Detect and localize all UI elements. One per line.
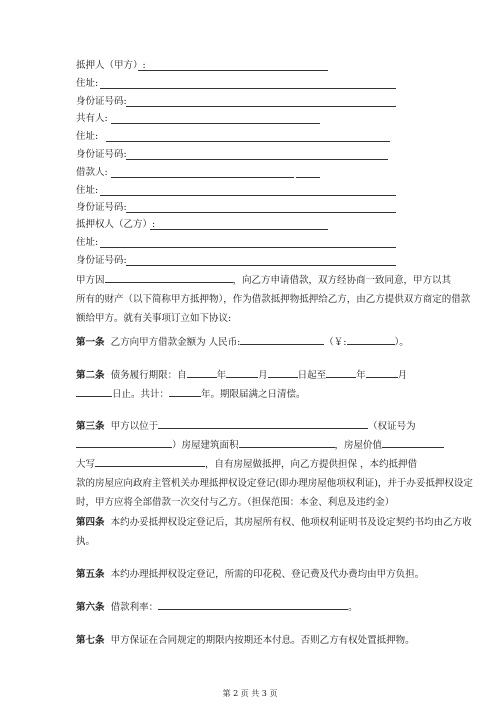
- id-label-1: 身份证号码:: [76, 96, 127, 107]
- article-3-line-1: [76, 417, 428, 436]
- start-year-field[interactable]: [187, 366, 217, 378]
- article-3-text-d: ，房屋价值: [334, 440, 383, 451]
- article-2-text-a: 债务履行期限：自: [110, 370, 187, 381]
- article-2-line-1: [76, 366, 428, 385]
- article-7-title: 第七条: [76, 635, 105, 646]
- month-label-1: 月: [258, 370, 268, 381]
- article-4-line-2: 执。: [76, 536, 96, 547]
- co-owner-label: 共有人:: [76, 113, 108, 124]
- start-month-field[interactable]: [226, 366, 258, 378]
- id-field-line-3[interactable]: [126, 212, 396, 213]
- year-label-1: 年: [216, 370, 227, 381]
- address-field-line-1[interactable]: [100, 88, 396, 89]
- article-2-title: 第二条: [76, 370, 105, 381]
- intro-paragraph: [76, 271, 471, 328]
- mortgagor-label: 抵押人（甲方）:: [76, 60, 146, 71]
- article-3-text-b: （权证号为: [368, 421, 416, 432]
- article-5: [76, 565, 428, 584]
- article-3-text-e: 大写: [76, 459, 96, 470]
- article-7-text: 甲方保证在合同规定的期限内按期还本付息。否则乙方有权处置抵押物。: [110, 635, 415, 646]
- id-field-line-1[interactable]: [126, 106, 396, 107]
- loan-amount-rmb-field[interactable]: [240, 333, 324, 345]
- id-label-4: 身份证号码:: [76, 255, 127, 266]
- interest-rate-field[interactable]: [158, 598, 348, 610]
- article-4: [76, 513, 472, 551]
- article-4-text: 本约办妥抵押权设定登记后，其房屋所有权、他项权利证明书及设定契约书均由乙方收: [110, 517, 472, 528]
- year-label-2: 年: [356, 370, 366, 381]
- article-3-title: 第三条: [76, 421, 105, 432]
- address-field-line-3[interactable]: [100, 195, 396, 196]
- article-3-line-5: 时，甲方应将全部借款一次交付与乙方。（担保范围：本金、利息及违约金）: [76, 497, 395, 508]
- value-in-words-field[interactable]: [95, 455, 205, 467]
- article-1-title: 第一条: [76, 337, 105, 348]
- intro-text-a: 甲方因: [76, 275, 105, 286]
- intro-text-b: ，向乙方申请借款，双方经协商一致同意，甲方以其: [232, 275, 452, 286]
- month-label-2: 月: [397, 370, 408, 381]
- article-7: [76, 631, 428, 650]
- article-3-text-f: ，自有房屋做抵押，向乙方提供担保 ，本约抵押借: [205, 459, 418, 470]
- article-6-title: 第六条: [76, 602, 105, 613]
- article-6-text-b: 。: [348, 602, 358, 613]
- co-owner-field-line[interactable]: [111, 123, 320, 124]
- article-3: [76, 417, 473, 512]
- mortgagor-field-line[interactable]: [138, 70, 328, 71]
- article-3-line-2: [76, 436, 428, 455]
- address-field-line-2[interactable]: [106, 141, 390, 142]
- address-label-4: 住址:: [76, 237, 99, 248]
- article-6: [76, 598, 428, 617]
- id-label-2: 身份证号码:: [76, 149, 127, 160]
- id-field-line-2[interactable]: [126, 159, 388, 160]
- article-1-text-a: 乙方向甲方借款金额为 人民币:: [110, 337, 241, 348]
- day-label-1: 日起至: [297, 370, 327, 381]
- mortgagee-field-line[interactable]: [150, 229, 328, 230]
- mortgagee-label: 抵押权人（乙方）:: [76, 219, 156, 230]
- address-label-1: 住址:: [76, 78, 99, 89]
- article-3-text-a: 甲方以位于: [110, 421, 159, 432]
- end-year-field[interactable]: [326, 366, 356, 378]
- loan-reason-field[interactable]: [105, 271, 233, 283]
- article-4-title: 第四条: [76, 517, 105, 528]
- address-label-3: 住址:: [76, 185, 99, 196]
- borrower-field-line[interactable]: [111, 177, 294, 178]
- property-value-field[interactable]: [382, 436, 444, 448]
- address-field-line-4[interactable]: [100, 247, 396, 248]
- day-label-2: 日止。共计：: [112, 389, 170, 400]
- id-label-3: 身份证号码:: [76, 202, 127, 213]
- address-label-2: 住址:: [76, 131, 99, 142]
- article-3-line-3: [76, 455, 428, 474]
- borrower-label: 借款人:: [76, 167, 108, 178]
- certificate-number-field[interactable]: [76, 436, 172, 448]
- article-1-text-b: （￥:: [324, 337, 347, 348]
- intro-line-1: [76, 271, 452, 290]
- article-5-text: 本约办理抵押权设定登记，所需的印花税、登记费及代办费均由甲方负担。: [110, 569, 425, 580]
- article-5-title: 第五条: [76, 569, 105, 580]
- end-month-field[interactable]: [366, 366, 398, 378]
- intro-line-2: 所有的财产（以下简称甲方抵押物），作为借款抵押物抵押给乙方，由乙方提供双方商定的借款: [76, 294, 471, 305]
- article-1: [76, 333, 428, 352]
- id-field-line-4[interactable]: [126, 265, 396, 266]
- intro-line-3: 额给甲方。就有关事项订立如下协议:: [76, 313, 232, 324]
- article-3-line-4: 款的房屋应向政府主管机关办理抵押权设定登记(即办理房屋他项权利证)，并于办妥抵押权设定: [76, 478, 473, 489]
- page-number: 第 2 页 共 3 页: [222, 689, 278, 698]
- year-label-3: 年。期限届满之日清偿。: [201, 389, 306, 400]
- article-6-text-a: 借款利率：: [110, 602, 159, 613]
- property-location-field[interactable]: [158, 417, 368, 429]
- article-2: [76, 366, 428, 404]
- loan-amount-symbol-field[interactable]: [347, 333, 395, 345]
- building-area-field[interactable]: [239, 436, 335, 448]
- total-years-field[interactable]: [169, 385, 201, 397]
- end-day-field[interactable]: [76, 385, 112, 397]
- start-day-field[interactable]: [268, 366, 298, 378]
- article-4-line-1: [76, 513, 472, 532]
- article-1-text-c: ）。: [394, 337, 409, 348]
- borrower-field-line-tail[interactable]: [296, 177, 320, 178]
- article-2-line-2: [76, 385, 428, 404]
- article-3-text-c: ）房屋建筑面积: [172, 440, 239, 451]
